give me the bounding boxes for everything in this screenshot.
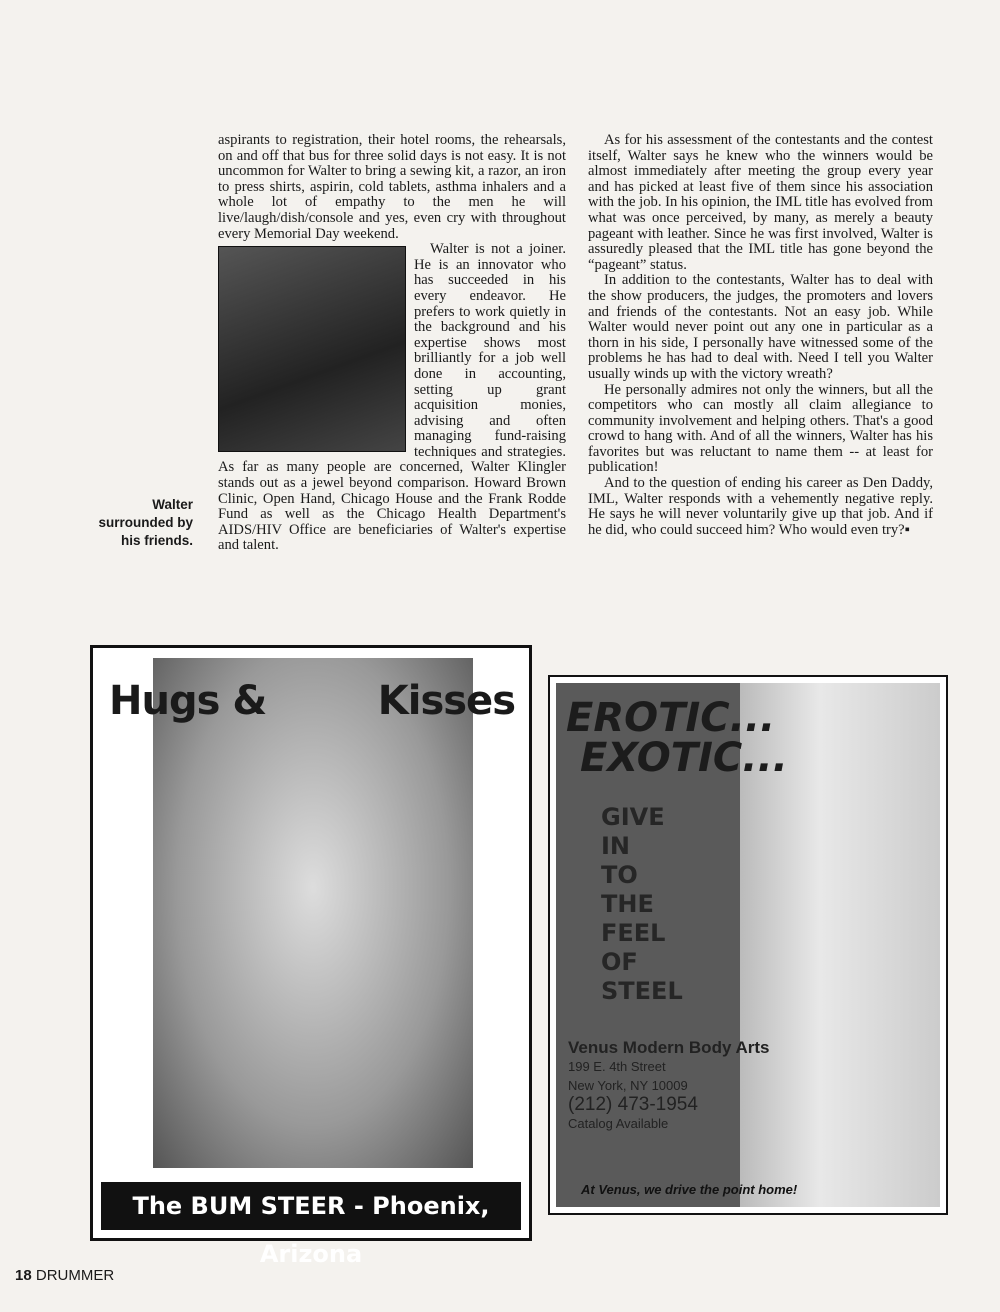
ad-illustration: [153, 658, 473, 1168]
paragraph: aspirants to registration, their hotel rooms, the rehearsals, on and off that bus for three solid days is not easy. It is not uncommon for Walter to bring a sewing kit, a razor, an iron to press shirts, aspirin, cold tablets, asthma inhalers and a whole lot of empathy to the men he will live/laugh/dish/console and yes, even cry with throughout every Memorial Day weekend.: [218, 132, 566, 242]
page-footer: [15, 1267, 114, 1284]
ad-footer: The BUM STEER - Phoenix, Arizona: [101, 1182, 521, 1230]
paragraph: Walter is not a joiner. He is an innovator who has succeeded in his every endeavor. He prefers to work quietly in the background and his expertise shows most brilliantly for a job well done in accounting, setting up grant acquisition monies, advising and often managing fund-raising techniques and strategies. As far as many people are concerned, Walter Klingler stands out as a jewel beyond comparison. Howard Brown Clinic, Open Hand, Chicago House and the Frank Rodde Fund as well as the Chicago Health Department's AIDS/HIV Office are beneficiaries of Walter's expertise and talent.: [218, 241, 566, 554]
paragraph: And to the question of ending his career as Den Daddy, IML, Walter responds with a vehemently negative reply. He says he will never voluntarily give up that job. And if he did, who could succeed him? Who would even try?▪: [588, 475, 933, 538]
article-column-right: [588, 133, 933, 538]
paragraph: As for his assessment of the contestants and the contest itself, Walter says he knew who the winners would be almost immediately after meeting the group every year and has picked at least five of them since his association with the job. In his opinion, the IML title has evolved from what was once perceived, by many, as merely a beauty pageant with leather. Since he was first involved, Walter is assuredly pleased that the IML title has gone beyond the “pageant” status.: [588, 132, 933, 273]
ad-headline-right: Kisses: [377, 678, 515, 724]
ad-headline: EROTIC... EXOTIC...: [566, 695, 788, 781]
ad-tagline: At Venus, we drive the point home!: [581, 1182, 798, 1197]
ad-slogan: GIVE IN TO THE FEEL OF STEEL: [601, 803, 683, 1005]
photo-caption: Walter surrounded by his friends.: [98, 497, 193, 548]
ad-contact: Venus Modern Body Arts 199 E. 4th Street New York, NY 10009 (212) 473-1954 Catalog Available: [568, 1038, 770, 1131]
paragraph: He personally admires not only the winners, but all the competitors who can mostly all claim allegiance to community involvement and helping others. That's a good crowd to hang with. And of all the winners, Walter has his favorites but was reluctant to name them -- at least for publication!: [588, 381, 933, 476]
magazine-name: DRUMMER: [35, 1267, 115, 1284]
paragraph: In addition to the contestants, Walter has to deal with the show producers, the judges, the promoters and lovers and friends of the contestants. Not an easy job. While Walter would never point out any one in particular as a thorn in his side, I personally have witnessed some of the problems he has had to deal with. Need I tell you Walter usually winds up with the victory wreath?: [588, 272, 933, 382]
photo-walter-friends: [218, 246, 406, 452]
page-number: 18: [15, 1267, 32, 1284]
advertisement-venus: [548, 675, 948, 1215]
advertisement-bum-steer: [90, 645, 532, 1268]
article-column-left: [218, 133, 566, 554]
ad-headline-left: Hugs &: [109, 678, 267, 724]
